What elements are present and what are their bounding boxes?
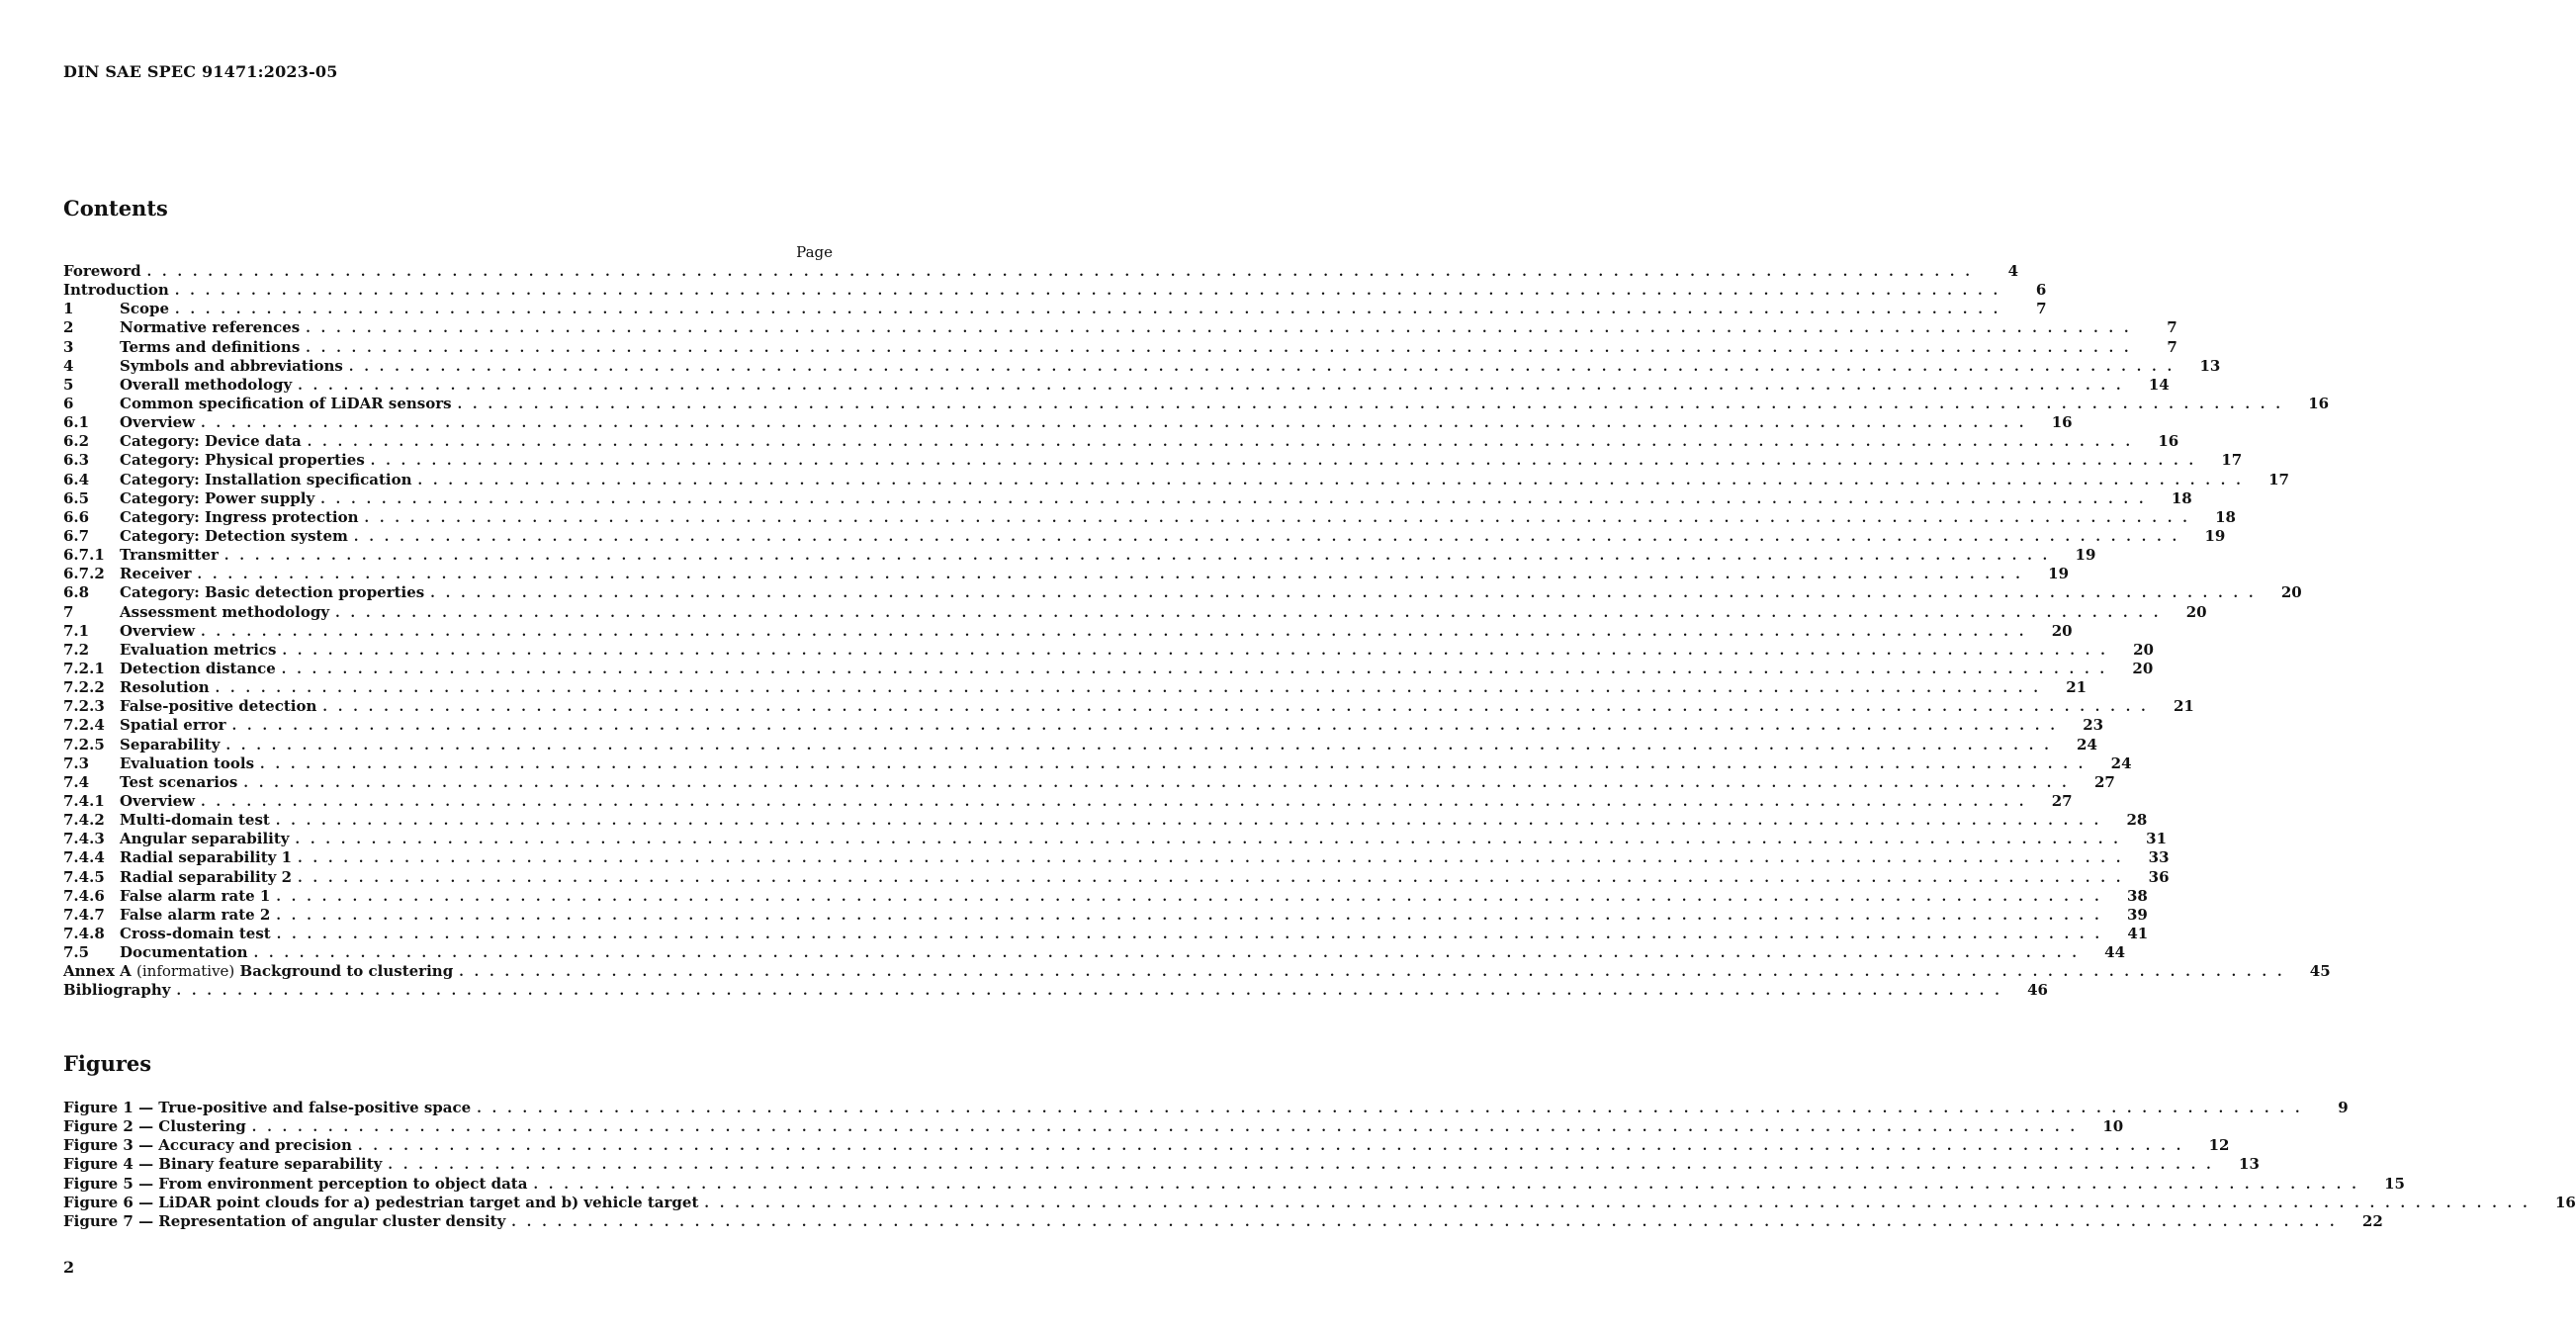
toc-entry[interactable] [63, 697, 2194, 716]
toc-entry-title [63, 962, 459, 981]
toc-entry-title [120, 736, 225, 754]
toc-entry[interactable] [63, 583, 2302, 602]
toc-entry[interactable] [63, 318, 2177, 337]
toc-entry-number: 6.6 [63, 507, 90, 526]
toc-entry-page: 31 [2146, 830, 2168, 848]
toc-entry-page: 16 [2308, 394, 2330, 412]
toc-entry[interactable] [63, 1117, 2124, 1136]
toc-entry-title-text: Evaluation metrics [120, 640, 277, 659]
dot-leader: . . . . . . . . . . . . . . . . . . . . . . . . . . . . . . . . . . . . . . . . . . . . . . . . . . . . . . . . . . . . . . . . . . . . . . . . . . . . . . . . . . . . . . . . . . . . . . . . . . . . . . . . . . . . . . . . . . . . . . . . [197, 568, 2024, 583]
toc-entry[interactable] [63, 1155, 2260, 1174]
toc-entry-title [63, 981, 177, 1000]
toc-entry-title [63, 262, 147, 281]
toc-entry-title [120, 603, 335, 622]
toc-entry-title-text: Evaluation tools [120, 754, 255, 772]
toc-entry[interactable] [63, 394, 2330, 413]
toc-entry-page: 23 [2083, 716, 2104, 735]
toc-entry-title [120, 318, 306, 337]
toc-entry-title-text: Detection distance [120, 659, 276, 677]
toc-entry-title-text: Angular separability [120, 830, 290, 848]
toc-entry-title-text: Overview [120, 621, 196, 640]
toc-entry-title [120, 641, 282, 660]
toc-entry-page: 16 [2158, 432, 2179, 451]
toc-entry-page: 33 [2148, 848, 2170, 867]
dot-leader: . . . . . . . . . . . . . . . . . . . . . . . . . . . . . . . . . . . . . . . . . . . . . . . . . . . . . . . . . . . . . . . . . . . . . . . . . . . . . . . . . . . . . . . . . . . . . . . . . . . . . . . . . . . . . . . . . . . . . . . . [388, 1158, 2214, 1174]
dot-leader: . . . . . . . . . . . . . . . . . . . . . . . . . . . . . . . . . . . . . . . . . . . . . . . . . . . . . . . . . . . . . . . . . . . . . . . . . . . . . . . . . . . . . . . . . . . . . . . . . . . . . . . . . . . . . . . . . . . . . . . . [307, 435, 2134, 451]
toc-entry[interactable] [63, 716, 2104, 735]
toc-entry[interactable] [63, 526, 2226, 546]
dot-leader: . . . . . . . . . . . . . . . . . . . . . . . . . . . . . . . . . . . . . . . . . . . . . . . . . . . . . . . . . . . . . . . . . . . . . . . . . . . . . . . . . . . . . . . . . . . . . . . . . . . . . . . . . . . . . . . . . . . . . . . . [253, 946, 2081, 962]
toc-entry-title [120, 451, 371, 470]
dot-leader: . . . . . . . . . . . . . . . . . . . . . . . . . . . . . . . . . . . . . . . . . . . . . . . . . . . . . . . . . . . . . . . . . . . . . . . . . . . . . . . . . . . . . . . . . . . . . . . . . . . . . . . . . . . . . . . . . . . . . . . . [298, 378, 2124, 394]
dot-leader: . . . . . . . . . . . . . . . . . . . . . . . . . . . . . . . . . . . . . . . . . . . . . . . . . . . . . . . . . . . . . . . . . . . . . . . . . . . . . . . . . . . . . . . . . . . . . . . . . . . . . . . . . . . . . . . . . . . . . . . . [225, 738, 2052, 754]
toc-entry-number: 6.2 [63, 432, 90, 451]
toc-entry-number: 7.2.1 [63, 659, 105, 677]
toc-entry[interactable] [63, 678, 2087, 697]
toc-entry-title-text: Transmitter [120, 546, 219, 565]
toc-entry-title [120, 925, 277, 943]
dot-leader: . . . . . . . . . . . . . . . . . . . . . . . . . . . . . . . . . . . . . . . . . . . . . . . . . . . . . . . . . . . . . . . . . . . . . . . . . . . . . . . . . . . . . . . . . . . . . . . . . . . . . . . . . . . . . . . . . . . . . . . . [430, 586, 2257, 602]
toc-entry-number: 6.5 [63, 488, 90, 507]
toc-entry[interactable] [63, 754, 2132, 773]
toc-entry-page: 16 [2554, 1193, 2576, 1211]
dot-leader: . . . . . . . . . . . . . . . . . . . . . . . . . . . . . . . . . . . . . . . . . . . . . . . . . . . . . . . . . . . . . . . . . . . . . . . . . . . . . . . . . . . . . . . . . . . . . . . . . . . . . . . . . . . . . . . . . . . . . . . . [353, 529, 2180, 545]
dot-leader: . . . . . . . . . . . . . . . . . . . . . . . . . . . . . . . . . . . . . . . . . . . . . . . . . . . . . . . . . . . . . . . . . . . . . . . . . . . . . . . . . . . . . . . . . . . . . . . . . . . . . . . . . . . . . . . . . . . . . . . . [276, 908, 2102, 924]
toc-entry-title-text: Category: Ingress protection [120, 507, 359, 526]
toc-entry-title [120, 432, 308, 451]
toc-entry[interactable] [63, 470, 2289, 489]
toc-entry-title [120, 887, 276, 906]
toc-entry-number: 7.4.5 [63, 867, 105, 886]
document-id-header: DIN SAE SPEC 91471:2023-05 [63, 62, 338, 81]
toc-entry-title [120, 678, 216, 697]
contents-list [63, 262, 2331, 1000]
toc-entry[interactable] [63, 356, 2221, 376]
toc-entry-title [120, 565, 198, 583]
dot-leader: . . . . . . . . . . . . . . . . . . . . . . . . . . . . . . . . . . . . . . . . . . . . . . . . . . . . . . . . . . . . . . . . . . . . . . . . . . . . . . . . . . . . . . . . . . . . . . . . . . . . . . . . . . . . . . . . . . . . . . . . [457, 397, 2284, 412]
toc-entry-title [120, 754, 260, 773]
toc-entry[interactable] [63, 300, 2047, 318]
toc-entry-title-text: Category: Physical properties [120, 451, 365, 470]
toc-entry-title-text: Radial separability 2 [120, 867, 293, 886]
toc-entry-page: 19 [2048, 565, 2070, 583]
toc-entry-number: 6 [63, 394, 74, 412]
toc-entry-title [120, 773, 243, 792]
toc-entry[interactable] [63, 337, 2177, 357]
dot-leader: . . . . . . . . . . . . . . . . . . . . . . . . . . . . . . . . . . . . . . . . . . . . . . . . . . . . . . . . . . . . . . . . . . . . . . . . . . . . . . . . . . . . . . . . . . . . . . . . . . . . . . . . . . . . . . . . . . . . . . . . [704, 1196, 2531, 1211]
toc-entry-title [63, 1117, 252, 1136]
toc-entry-number: 7.2.2 [63, 678, 105, 697]
toc-entry-title [120, 660, 282, 678]
toc-entry[interactable] [63, 848, 2170, 867]
toc-entry-page: 19 [2075, 546, 2096, 565]
dot-leader: . . . . . . . . . . . . . . . . . . . . . . . . . . . . . . . . . . . . . . . . . . . . . . . . . . . . . . . . . . . . . . . . . . . . . . . . . . . . . . . . . . . . . . . . . . . . . . . . . . . . . . . . . . . . . . . . . . . . . . . . [174, 284, 2001, 300]
toc-entry[interactable] [63, 905, 2148, 925]
toc-entry-title-text: Documentation [120, 943, 248, 962]
toc-entry[interactable] [63, 640, 2154, 660]
toc-entry-page: 4 [2007, 262, 2019, 280]
toc-entry-number: 6.7.2 [63, 565, 105, 583]
dot-leader: . . . . . . . . . . . . . . . . . . . . . . . . . . . . . . . . . . . . . . . . . . . . . . . . . . . . . . . . . . . . . . . . . . . . . . . . . . . . . . . . . . . . . . . . . . . . . . . . . . . . . . . . . . . . . . . . . . . . . . . . [335, 605, 2162, 621]
toc-entry[interactable] [63, 981, 2048, 1000]
toc-entry-page: 16 [2051, 413, 2073, 432]
dot-leader: . . . . . . . . . . . . . . . . . . . . . . . . . . . . . . . . . . . . . . . . . . . . . . . . . . . . . . . . . . . . . . . . . . . . . . . . . . . . . . . . . . . . . . . . . . . . . . . . . . . . . . . . . . . . . . . . . . . . . . . . [276, 889, 2102, 905]
dot-leader: . . . . . . . . . . . . . . . . . . . . . . . . . . . . . . . . . . . . . . . . . . . . . . . . . . . . . . . . . . . . . . . . . . . . . . . . . . . . . . . . . . . . . . . . . . . . . . . . . . . . . . . . . . . . . . . . . . . . . . . . [298, 870, 2124, 886]
toc-entry-page: 7 [2167, 318, 2177, 337]
dot-leader: . . . . . . . . . . . . . . . . . . . . . . . . . . . . . . . . . . . . . . . . . . . . . . . . . . . . . . . . . . . . . . . . . . . . . . . . . . . . . . . . . . . . . . . . . . . . . . . . . . . . . . . . . . . . . . . . . . . . . . . . [417, 473, 2244, 488]
toc-entry[interactable] [63, 262, 2019, 281]
dot-leader: . . . . . . . . . . . . . . . . . . . . . . . . . . . . . . . . . . . . . . . . . . . . . . . . . . . . . . . . . . . . . . . . . . . . . . . . . . . . . . . . . . . . . . . . . . . . . . . . . . . . . . . . . . . . . . . . . . . . . . . . [306, 321, 2132, 337]
toc-entry-page: 28 [2126, 811, 2148, 830]
toc-entry-title [120, 471, 418, 489]
dot-leader: . . . . . . . . . . . . . . . . . . . . . . . . . . . . . . . . . . . . . . . . . . . . . . . . . . . . . . . . . . . . . . . . . . . . . . . . . . . . . . . . . . . . . . . . . . . . . . . . . . . . . . . . . . . . . . . . . . . . . . . . [260, 756, 2087, 772]
toc-entry[interactable] [63, 413, 2073, 432]
toc-entry-title [120, 716, 232, 735]
dot-leader: . . . . . . . . . . . . . . . . . . . . . . . . . . . . . . . . . . . . . . . . . . . . . . . . . . . . . . . . . . . . . . . . . . . . . . . . . . . . . . . . . . . . . . . . . . . . . . . . . . . . . . . . . . . . . . . . . . . . . . . . [251, 1120, 2079, 1136]
toc-entry[interactable] [63, 432, 2179, 451]
dot-leader: . . . . . . . . . . . . . . . . . . . . . . . . . . . . . . . . . . . . . . . . . . . . . . . . . . . . . . . . . . . . . . . . . . . . . . . . . . . . . . . . . . . . . . . . . . . . . . . . . . . . . . . . . . . . . . . . . . . . . . . . [176, 984, 2002, 1000]
toc-entry-page: 13 [2199, 356, 2221, 375]
toc-entry-page: 41 [2127, 924, 2149, 942]
dot-leader: . . . . . . . . . . . . . . . . . . . . . . . . . . . . . . . . . . . . . . . . . . . . . . . . . . . . . . . . . . . . . . . . . . . . . . . . . . . . . . . . . . . . . . . . . . . . . . . . . . . . . . . . . . . . . . . . . . . . . . . . [320, 491, 2147, 507]
page-number: 2 [63, 1258, 75, 1277]
toc-entry-page: 10 [2102, 1117, 2124, 1136]
toc-entry-number: 2 [63, 318, 74, 337]
toc-entry[interactable] [63, 488, 2192, 508]
toc-entry-page: 15 [2384, 1174, 2405, 1193]
toc-entry-number: 7.4.8 [63, 924, 105, 942]
toc-entry[interactable] [63, 602, 2207, 622]
toc-entry-number: 7.4.7 [63, 905, 105, 924]
toc-entry-title [63, 1155, 388, 1174]
toc-entry-title-text: Scope [120, 300, 170, 318]
toc-entry-title-text: Resolution [120, 678, 210, 697]
toc-entry-page: 21 [2174, 697, 2194, 716]
toc-entry-title [63, 1194, 704, 1212]
toc-entry[interactable] [63, 772, 2115, 792]
toc-entry-title-text: Assessment methodology [120, 602, 330, 621]
toc-entry-title [120, 622, 201, 641]
toc-entry-title [120, 792, 201, 811]
toc-entry-title-text: Figure 1 — True-positive and false-positive space [63, 1099, 472, 1116]
toc-entry-title-text: Test scenarios [120, 772, 238, 791]
toc-entry-title-text: False-positive detection [120, 697, 317, 716]
toc-entry-number: 6.7 [63, 526, 90, 545]
dot-leader: . . . . . . . . . . . . . . . . . . . . . . . . . . . . . . . . . . . . . . . . . . . . . . . . . . . . . . . . . . . . . . . . . . . . . . . . . . . . . . . . . . . . . . . . . . . . . . . . . . . . . . . . . . . . . . . . . . . . . . . . [370, 454, 2197, 470]
toc-entry-title [63, 1175, 533, 1194]
dot-leader: . . . . . . . . . . . . . . . . . . . . . . . . . . . . . . . . . . . . . . . . . . . . . . . . . . . . . . . . . . . . . . . . . . . . . . . . . . . . . . . . . . . . . . . . . . . . . . . . . . . . . . . . . . . . . . . . . . . . . . . . [243, 775, 2070, 791]
toc-entry-subtitle: (informative) [136, 962, 235, 981]
toc-entry-title [120, 489, 320, 508]
toc-entry-title [120, 413, 201, 432]
dot-leader: . . . . . . . . . . . . . . . . . . . . . . . . . . . . . . . . . . . . . . . . . . . . . . . . . . . . . . . . . . . . . . . . . . . . . . . . . . . . . . . . . . . . . . . . . . . . . . . . . . . . . . . . . . . . . . . . . . . . . . . . [511, 1214, 2338, 1230]
dot-leader: . . . . . . . . . . . . . . . . . . . . . . . . . . . . . . . . . . . . . . . . . . . . . . . . . . . . . . . . . . . . . . . . . . . . . . . . . . . . . . . . . . . . . . . . . . . . . . . . . . . . . . . . . . . . . . . . . . . . . . . . [146, 265, 1974, 280]
dot-leader: . . . . . . . . . . . . . . . . . . . . . . . . . . . . . . . . . . . . . . . . . . . . . . . . . . . . . . . . . . . . . . . . . . . . . . . . . . . . . . . . . . . . . . . . . . . . . . . . . . . . . . . . . . . . . . . . . . . . . . . . [348, 359, 2176, 375]
dot-leader: . . . . . . . . . . . . . . . . . . . . . . . . . . . . . . . . . . . . . . . . . . . . . . . . . . . . . . . . . . . . . . . . . . . . . . . . . . . . . . . . . . . . . . . . . . . . . . . . . . . . . . . . . . . . . . . . . . . . . . . . [201, 794, 2027, 810]
toc-entry-page: 7 [2036, 300, 2047, 318]
toc-entry-title-text: Separability [120, 735, 221, 754]
dot-leader: . . . . . . . . . . . . . . . . . . . . . . . . . . . . . . . . . . . . . . . . . . . . . . . . . . . . . . . . . . . . . . . . . . . . . . . . . . . . . . . . . . . . . . . . . . . . . . . . . . . . . . . . . . . . . . . . . . . . . . . . [223, 549, 2051, 565]
toc-entry[interactable] [63, 1136, 2230, 1155]
toc-entry-number: 6.7.1 [63, 546, 105, 565]
toc-entry-title-text: Multi-domain test [120, 811, 270, 830]
toc-entry-page: 45 [2309, 962, 2331, 981]
page-column-label: Page [796, 243, 833, 261]
toc-entry-page: 13 [2239, 1155, 2260, 1174]
toc-entry[interactable] [63, 962, 2331, 981]
toc-entry-page: 20 [2133, 640, 2154, 659]
toc-entry-title-text: Terms and definitions [120, 337, 301, 356]
toc-entry-title-text: Introduction [63, 281, 169, 300]
dot-leader: . . . . . . . . . . . . . . . . . . . . . . . . . . . . . . . . . . . . . . . . . . . . . . . . . . . . . . . . . . . . . . . . . . . . . . . . . . . . . . . . . . . . . . . . . . . . . . . . . . . . . . . . . . . . . . . . . . . . . . . . [276, 927, 2103, 942]
toc-entry-number: 7.4.4 [63, 848, 105, 867]
dot-leader: . . . . . . . . . . . . . . . . . . . . . . . . . . . . . . . . . . . . . . . . . . . . . . . . . . . . . . . . . . . . . . . . . . . . . . . . . . . . . . . . . . . . . . . . . . . . . . . . . . . . . . . . . . . . . . . . . . . . . . . . [201, 416, 2027, 432]
toc-entry-title-text: Symbols and abbreviations [120, 356, 343, 375]
toc-entry[interactable] [63, 565, 2070, 583]
toc-entry-number: 7.5 [63, 943, 90, 962]
toc-entry-title [120, 300, 175, 318]
dot-leader: . . . . . . . . . . . . . . . . . . . . . . . . . . . . . . . . . . . . . . . . . . . . . . . . . . . . . . . . . . . . . . . . . . . . . . . . . . . . . . . . . . . . . . . . . . . . . . . . . . . . . . . . . . . . . . . . . . . . . . . . [459, 965, 2285, 981]
toc-entry-title-text: Overview [120, 791, 196, 810]
toc-entry-page: 20 [2280, 583, 2302, 602]
toc-entry-page: 19 [2204, 526, 2226, 545]
toc-entry[interactable] [63, 811, 2148, 830]
toc-entry-page: 36 [2148, 867, 2170, 886]
toc-entry-number: 3 [63, 337, 74, 356]
toc-entry-page: 38 [2126, 886, 2148, 905]
toc-entry-title [120, 546, 224, 565]
toc-entry-number: 6.1 [63, 413, 90, 432]
toc-entry[interactable] [63, 451, 2243, 470]
toc-entry-number: 7.4 [63, 772, 90, 791]
toc-entry[interactable] [63, 659, 2154, 678]
toc-entry-number: 7.2.4 [63, 716, 105, 735]
dot-leader: . . . . . . . . . . . . . . . . . . . . . . . . . . . . . . . . . . . . . . . . . . . . . . . . . . . . . . . . . . . . . . . . . . . . . . . . . . . . . . . . . . . . . . . . . . . . . . . . . . . . . . . . . . . . . . . . . . . . . . . . [357, 1139, 2184, 1155]
toc-entry-title-text: Cross-domain test [120, 924, 271, 942]
toc-entry-page: 21 [2066, 678, 2087, 697]
toc-entry-title-text: Figure 4 — Binary feature separability [63, 1155, 383, 1174]
dot-leader: . . . . . . . . . . . . . . . . . . . . . . . . . . . . . . . . . . . . . . . . . . . . . . . . . . . . . . . . . . . . . . . . . . . . . . . . . . . . . . . . . . . . . . . . . . . . . . . . . . . . . . . . . . . . . . . . . . . . . . . . [281, 662, 2108, 677]
toc-entry-page: 27 [2051, 791, 2073, 810]
toc-entry-title-text: False alarm rate 1 [120, 886, 271, 905]
toc-entry[interactable] [63, 886, 2148, 906]
dot-leader: . . . . . . . . . . . . . . . . . . . . . . . . . . . . . . . . . . . . . . . . . . . . . . . . . . . . . . . . . . . . . . . . . . . . . . . . . . . . . . . . . . . . . . . . . . . . . . . . . . . . . . . . . . . . . . . . . . . . . . . . [231, 719, 2059, 735]
dot-leader: . . . . . . . . . . . . . . . . . . . . . . . . . . . . . . . . . . . . . . . . . . . . . . . . . . . . . . . . . . . . . . . . . . . . . . . . . . . . . . . . . . . . . . . . . . . . . . . . . . . . . . . . . . . . . . . . . . . . . . . . [282, 643, 2108, 659]
toc-entry[interactable] [63, 830, 2168, 848]
toc-entry-page: 18 [2171, 488, 2192, 507]
dot-leader: . . . . . . . . . . . . . . . . . . . . . . . . . . . . . . . . . . . . . . . . . . . . . . . . . . . . . . . . . . . . . . . . . . . . . . . . . . . . . . . . . . . . . . . . . . . . . . . . . . . . . . . . . . . . . . . . . . . . . . . . [275, 814, 2102, 830]
toc-entry-number: 5 [63, 375, 74, 394]
toc-entry-title [120, 527, 354, 546]
toc-entry-title [120, 357, 349, 376]
toc-entry-page: 17 [2268, 470, 2289, 488]
toc-entry-title-text: Overview [120, 413, 196, 432]
toc-entry-number: 6.8 [63, 583, 90, 602]
figures-heading: Figures [63, 1051, 152, 1076]
toc-entry[interactable] [63, 1193, 2576, 1212]
dot-leader: . . . . . . . . . . . . . . . . . . . . . . . . . . . . . . . . . . . . . . . . . . . . . . . . . . . . . . . . . . . . . . . . . . . . . . . . . . . . . . . . . . . . . . . . . . . . . . . . . . . . . . . . . . . . . . . . . . . . . . . . [298, 851, 2124, 867]
toc-entry-title-text: Figure 7 — Representation of angular cluster density [63, 1211, 506, 1230]
toc-entry-page: 22 [2361, 1211, 2383, 1230]
toc-entry[interactable] [63, 791, 2073, 811]
toc-entry[interactable] [63, 1174, 2405, 1194]
toc-entry-title [63, 1212, 511, 1231]
toc-entry-title [63, 281, 175, 300]
toc-entry-page: 24 [2077, 735, 2097, 754]
toc-entry-number: 7 [63, 602, 74, 621]
toc-entry-page: 18 [2215, 507, 2236, 526]
toc-entry[interactable] [63, 375, 2170, 395]
toc-entry-title [120, 868, 298, 887]
toc-entry-number: 7.4.2 [63, 811, 105, 830]
dot-leader: . . . . . . . . . . . . . . . . . . . . . . . . . . . . . . . . . . . . . . . . . . . . . . . . . . . . . . . . . . . . . . . . . . . . . . . . . . . . . . . . . . . . . . . . . . . . . . . . . . . . . . . . . . . . . . . . . . . . . . . . [215, 681, 2042, 697]
toc-entry-number: 7.1 [63, 621, 90, 640]
toc-entry-title-text: Background to clustering [239, 962, 454, 981]
toc-entry-number: 4 [63, 356, 74, 375]
toc-entry[interactable] [63, 1099, 2349, 1117]
toc-entry-number: 7.2.5 [63, 735, 105, 754]
toc-entry-title-text: Category: Basic detection properties [120, 583, 425, 602]
toc-entry-title [120, 697, 322, 716]
toc-entry-title-text: Category: Installation specification [120, 470, 412, 488]
toc-entry-title [120, 906, 276, 925]
toc-entry-page: 20 [2132, 659, 2154, 677]
toc-entry-title-text: Figure 5 — From environment perception to object data [63, 1174, 528, 1193]
toc-entry-title-text: Normative references [120, 318, 301, 337]
toc-entry-title [120, 583, 430, 602]
toc-entry-page: 14 [2148, 375, 2170, 394]
toc-entry-number: 7.4.1 [63, 791, 105, 810]
toc-entry-title-text: Category: Device data [120, 432, 302, 451]
toc-entry-title [120, 508, 365, 527]
toc-entry-page: 46 [2027, 981, 2048, 1000]
toc-entry-page: 44 [2104, 943, 2126, 962]
toc-entry-page: 24 [2110, 754, 2132, 772]
toc-entry-title-text: Category: Detection system [120, 526, 348, 545]
toc-entry-number: 6.4 [63, 470, 90, 488]
toc-entry[interactable] [63, 867, 2170, 887]
toc-entry[interactable] [63, 507, 2236, 527]
toc-entry-title-text: Figure 2 — Clustering [63, 1117, 246, 1136]
contents-heading: Contents [63, 196, 168, 221]
toc-entry-title [63, 1136, 358, 1155]
dot-leader: . . . . . . . . . . . . . . . . . . . . . . . . . . . . . . . . . . . . . . . . . . . . . . . . . . . . . . . . . . . . . . . . . . . . . . . . . . . . . . . . . . . . . . . . . . . . . . . . . . . . . . . . . . . . . . . . . . . . . . . . [322, 700, 2149, 716]
toc-entry-number: 6.3 [63, 451, 90, 470]
dot-leader: . . . . . . . . . . . . . . . . . . . . . . . . . . . . . . . . . . . . . . . . . . . . . . . . . . . . . . . . . . . . . . . . . . . . . . . . . . . . . . . . . . . . . . . . . . . . . . . . . . . . . . . . . . . . . . . . . . . . . . . . [175, 303, 2001, 318]
toc-entry-title [63, 1099, 477, 1117]
toc-entry-title-text: False alarm rate 2 [120, 905, 271, 924]
toc-entry-page: 7 [2167, 337, 2177, 356]
toc-entry-page: 39 [2126, 905, 2148, 924]
dot-leader: . . . . . . . . . . . . . . . . . . . . . . . . . . . . . . . . . . . . . . . . . . . . . . . . . . . . . . . . . . . . . . . . . . . . . . . . . . . . . . . . . . . . . . . . . . . . . . . . . . . . . . . . . . . . . . . . . . . . . . . . [201, 624, 2027, 640]
toc-entry-title [120, 943, 254, 962]
toc-entry-number: 7.4.3 [63, 830, 105, 848]
toc-entry-number: 1 [63, 300, 74, 318]
dot-leader: . . . . . . . . . . . . . . . . . . . . . . . . . . . . . . . . . . . . . . . . . . . . . . . . . . . . . . . . . . . . . . . . . . . . . . . . . . . . . . . . . . . . . . . . . . . . . . . . . . . . . . . . . . . . . . . . . . . . . . . . [533, 1177, 2359, 1193]
toc-entry-title-text: Receiver [120, 565, 192, 583]
toc-entry-title [120, 338, 306, 357]
toc-entry-page: 17 [2221, 451, 2243, 470]
toc-entry-number: 7.4.6 [63, 886, 105, 905]
toc-entry-title [120, 830, 296, 848]
toc-entry[interactable] [63, 943, 2126, 962]
toc-entry[interactable] [63, 924, 2149, 943]
figures-list [63, 1099, 2576, 1231]
toc-entry-title-text: Foreword [63, 262, 141, 280]
toc-entry-page: 6 [2035, 281, 2047, 300]
toc-entry-number: 7.2 [63, 640, 90, 659]
dot-leader: . . . . . . . . . . . . . . . . . . . . . . . . . . . . . . . . . . . . . . . . . . . . . . . . . . . . . . . . . . . . . . . . . . . . . . . . . . . . . . . . . . . . . . . . . . . . . . . . . . . . . . . . . . . . . . . . . . . . . . . . [306, 340, 2132, 356]
toc-entry-title-text: Bibliography [63, 981, 171, 1000]
toc-entry-title-text: Radial separability 1 [120, 848, 293, 867]
toc-entry-page: 27 [2094, 772, 2115, 791]
toc-entry-title-text: Common specification of LiDAR sensors [120, 394, 452, 412]
dot-leader: . . . . . . . . . . . . . . . . . . . . . . . . . . . . . . . . . . . . . . . . . . . . . . . . . . . . . . . . . . . . . . . . . . . . . . . . . . . . . . . . . . . . . . . . . . . . . . . . . . . . . . . . . . . . . . . . . . . . . . . . [364, 510, 2190, 526]
toc-entry-page: 9 [2338, 1099, 2349, 1116]
toc-entry-title [120, 395, 458, 413]
dot-leader: . . . . . . . . . . . . . . . . . . . . . . . . . . . . . . . . . . . . . . . . . . . . . . . . . . . . . . . . . . . . . . . . . . . . . . . . . . . . . . . . . . . . . . . . . . . . . . . . . . . . . . . . . . . . . . . . . . . . . . . . [477, 1102, 2303, 1116]
toc-entry-title-text: Category: Power supply [120, 488, 315, 507]
toc-entry-page: 12 [2208, 1136, 2230, 1155]
toc-entry-page: 20 [2185, 602, 2207, 621]
toc-entry-title [120, 811, 276, 830]
toc-entry-title-text: Spatial error [120, 716, 226, 735]
toc-entry[interactable] [63, 1211, 2383, 1231]
toc-entry[interactable] [63, 735, 2097, 754]
toc-entry[interactable] [63, 621, 2073, 641]
toc-entry-title-text: Annex A [63, 962, 132, 981]
toc-entry[interactable] [63, 281, 2047, 300]
dot-leader: . . . . . . . . . . . . . . . . . . . . . . . . . . . . . . . . . . . . . . . . . . . . . . . . . . . . . . . . . . . . . . . . . . . . . . . . . . . . . . . . . . . . . . . . . . . . . . . . . . . . . . . . . . . . . . . . . . . . . . . . [295, 833, 2122, 848]
toc-entry-title-text: Figure 3 — Accuracy and precision [63, 1136, 352, 1155]
toc-entry-number: 7.2.3 [63, 697, 105, 716]
toc-entry-number: 7.3 [63, 754, 90, 772]
toc-entry-title-text: Overall methodology [120, 375, 293, 394]
toc-entry-title [120, 848, 298, 867]
toc-entry-page: 20 [2051, 621, 2073, 640]
toc-entry-title [120, 376, 298, 395]
toc-entry-title-text: Figure 6 — LiDAR point clouds for a) pedestrian target and b) vehicle target [63, 1193, 699, 1211]
toc-entry[interactable] [63, 546, 2096, 565]
